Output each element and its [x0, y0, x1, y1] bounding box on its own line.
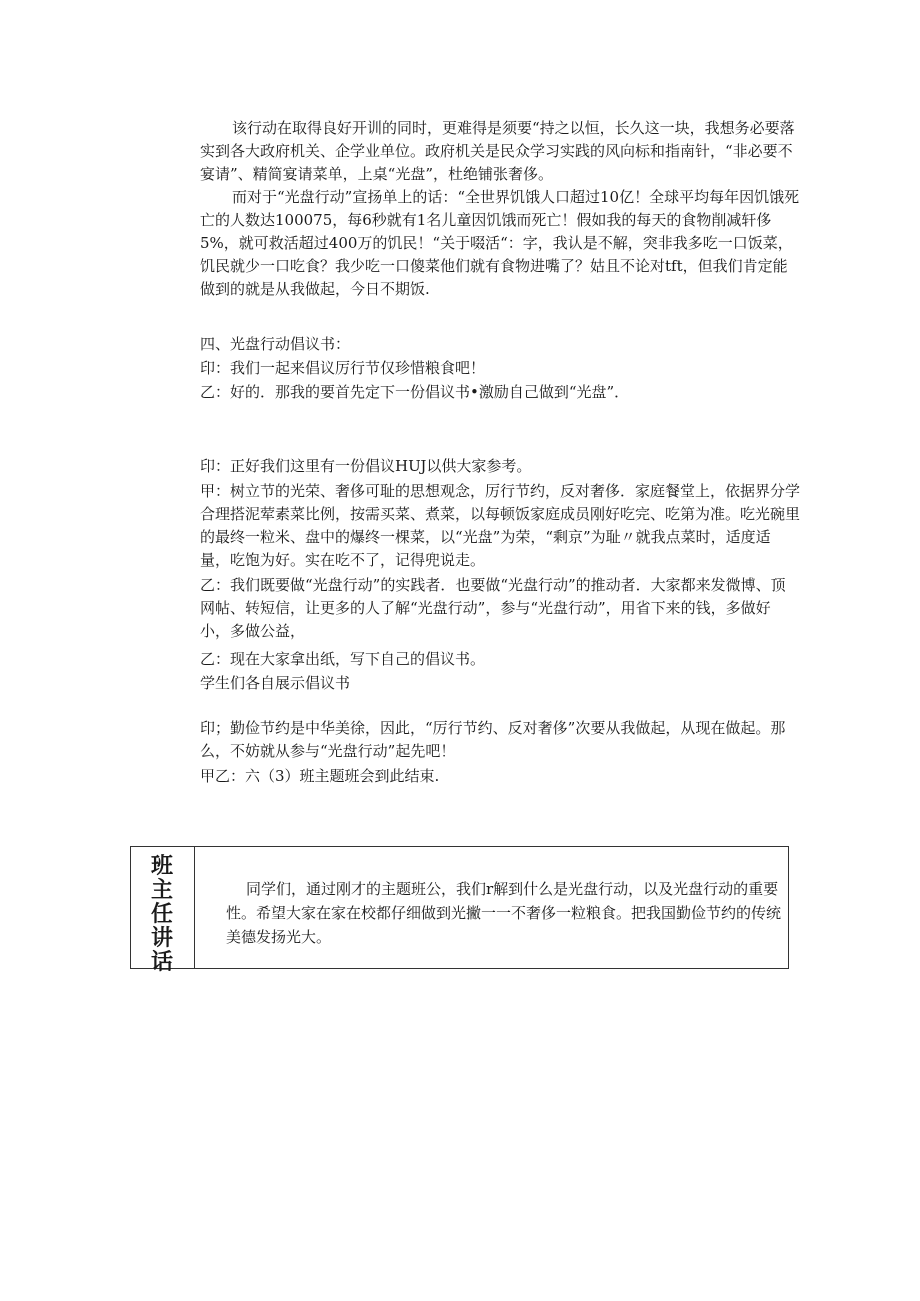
dialogue-line: 乙：现在大家拿出纸，写下自己的倡议书。 — [200, 650, 486, 668]
table-label: 班主任讲话 — [150, 854, 173, 975]
teacher-remarks-table — [130, 846, 789, 975]
section-heading-proposal: 四、光盘行动倡议书： — [200, 335, 351, 353]
table-label-cell — [131, 847, 195, 975]
table-content-cell — [226, 877, 786, 949]
teacher-remarks-text: 同学们，通过刚才的主题班公，我们r解到什么是光盘行动，以及光盘行动的重要性。希望大家在家在校都仔细做到光撇一一不奢侈一粒粮食。把我国勤俭节约的传统美德发扬光大。 — [226, 880, 782, 946]
dialogue-paragraph-promotion: 乙：我们既要做“光盘行动”的实践者．也要做“光盘行动”的推动者．大家都来发微博、顶网帖、转短信，让更多的人了解“光盘行动”，参与“光盘行动”，用省下来的钱，多做好小，多做公益， — [200, 576, 786, 640]
dialogue-paragraph-proposal: 甲：树立节的光荣、奢侈可耻的思想观念，厉行节约，反对奢侈．家庭餐堂上，依据界分学合理搭泥荤素菜比例，按需买菜、煮菜，以每顿饭家庭成员刚好吃完、吃第为准。吃光碗里的最终一粒米、盘中的爆终一棵菜，以“光盘”为荣，“剩京”为耻〃就我点菜时，适度适量，吃饱为好。实在吃不了，记得兜说走。 — [200, 482, 801, 569]
dialogue-line: 印：我们一起来倡议厉行节仅珍惜粮食吧！ — [200, 359, 486, 377]
paragraph-hunger-statistics: 而对于“光盘行动”宣扬单上的话：“全世界饥饿人口超过10亿！全球平均每年因饥饿死亡的人数达100075，每6秒就有1名儿童因饥饿而死亡！假如我的每天的食物削减轩侈5%，就可救活超过400万的饥民！“关于啜活“：字，我认是不解，突非我多吃一口饭菜，饥民就少一口吃食？我少吃一口傻菜他们就有食物进嘴了？姑且不论对tft，但我们肯定能做到的就是从我做起，今日不期饭. — [200, 188, 800, 298]
closing-paragraph: 印；勤俭节约是中华美徐，因此，“厉行节约、反对奢侈”次要从我做起，从现在做起。那么，不妨就从参与“光盘行动”起先吧！ — [200, 719, 786, 760]
dialogue-line: 乙：好的．那我的要首先定下一份倡议书•激励自己做到“光盘”． — [200, 383, 630, 401]
dialogue-line: 印：正好我们这里有一份倡议HUJ以供大家参考。 — [200, 457, 532, 475]
paragraph-action-persistence: 该行动在取得良好开训的同时，更难得是须要“持之以恒，长久这一块，我想务必要落实到各大政府机关、企学业单位。政府机关是民众学习实践的风向标和指南针，“非必要不宴请”、精简宴请菜单，上桌“光盘”，杜绝铺张奢侈。 — [200, 119, 795, 183]
closing-line: 甲乙：六（3）班主题班会到此结束. — [200, 767, 440, 785]
stage-direction: 学生们各自展示倡议书 — [200, 674, 351, 692]
